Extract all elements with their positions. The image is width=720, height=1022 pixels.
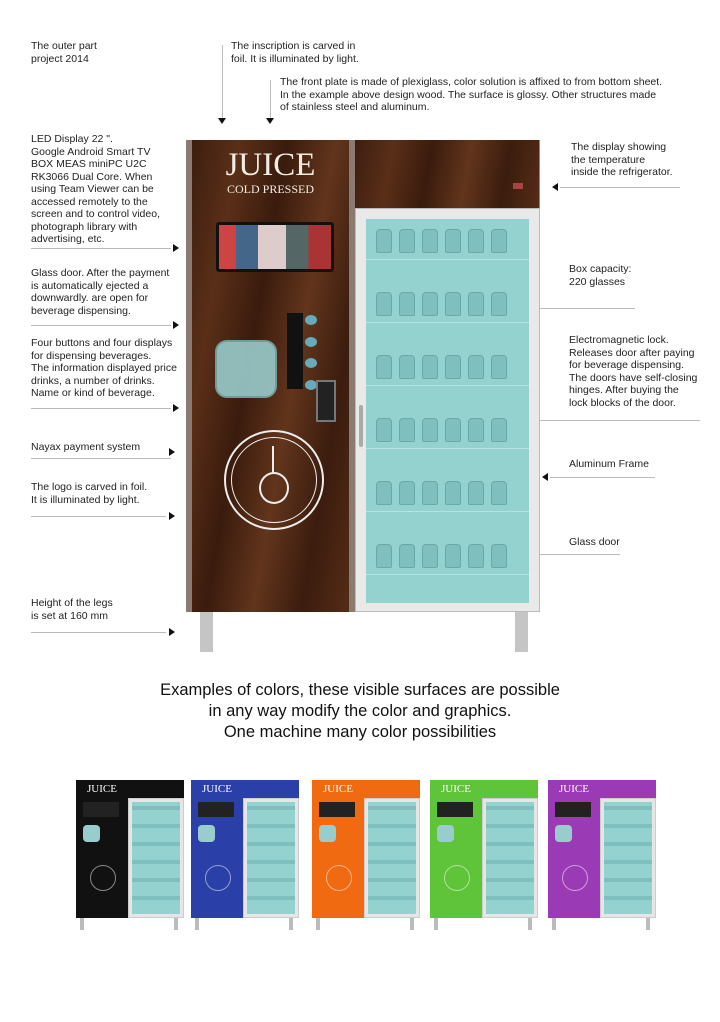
bottle bbox=[468, 481, 484, 505]
bottle bbox=[491, 418, 507, 442]
beverage-button[interactable] bbox=[305, 315, 317, 325]
bottle bbox=[422, 544, 438, 568]
caption-line: Examples of colors, these visible surfaces are possible bbox=[160, 681, 560, 699]
color-variant-blue bbox=[191, 780, 299, 930]
bottle bbox=[376, 418, 392, 442]
mini-brand: JUICE bbox=[323, 783, 353, 795]
arrow-icon bbox=[169, 448, 175, 456]
led-display bbox=[216, 222, 334, 272]
bottle bbox=[445, 229, 461, 253]
nayax-payment-terminal[interactable] bbox=[316, 380, 336, 422]
bottle bbox=[468, 292, 484, 316]
note-buttons: Four buttons and four displays for dispensing beverages. The information displayed price drinks, a number of drinks. Name or kind of beverage. bbox=[31, 337, 177, 399]
bottle bbox=[445, 292, 461, 316]
bottle bbox=[445, 355, 461, 379]
glass-door bbox=[366, 219, 529, 603]
arrow-icon bbox=[542, 473, 548, 481]
top-panel bbox=[355, 140, 540, 208]
arrow-icon bbox=[173, 404, 179, 412]
caption-line: in any way modify the color and graphics. bbox=[208, 702, 512, 720]
note-glass-door-dispense: Glass door. After the payment is automatically ejected a downwardly. are open for beverage dispensing. bbox=[31, 267, 170, 317]
bottle bbox=[376, 229, 392, 253]
bottle bbox=[422, 355, 438, 379]
bottle bbox=[468, 544, 484, 568]
shelf bbox=[366, 448, 529, 449]
shelf bbox=[366, 259, 529, 260]
refrigerator-door[interactable] bbox=[355, 208, 540, 612]
note-legs: Height of the legs is set at 160 mm bbox=[31, 597, 113, 622]
mini-brand: JUICE bbox=[441, 783, 471, 795]
bottle bbox=[445, 481, 461, 505]
bottle bbox=[422, 418, 438, 442]
note-lock: Electromagnetic lock. Releases door after paying for beverage dispensing. The doors have self-closing hinges. After buying the lock blocks of the door. bbox=[569, 334, 698, 409]
bottle bbox=[422, 229, 438, 253]
bottle bbox=[399, 544, 415, 568]
bottle bbox=[468, 229, 484, 253]
leg bbox=[515, 612, 528, 652]
arrow-icon bbox=[169, 512, 175, 520]
bottle bbox=[491, 229, 507, 253]
bottle bbox=[445, 544, 461, 568]
price-displays bbox=[287, 313, 303, 389]
bottle bbox=[399, 355, 415, 379]
bottle bbox=[491, 544, 507, 568]
bottle bbox=[399, 418, 415, 442]
shelf bbox=[366, 385, 529, 386]
leader-line bbox=[270, 80, 271, 118]
bottle bbox=[376, 355, 392, 379]
front-panel bbox=[186, 140, 355, 612]
shelf bbox=[366, 322, 529, 323]
beverage-button[interactable] bbox=[305, 337, 317, 347]
bottle bbox=[376, 481, 392, 505]
color-variant-green bbox=[430, 780, 538, 930]
bottle bbox=[422, 481, 438, 505]
bottle bbox=[422, 292, 438, 316]
bottle bbox=[491, 355, 507, 379]
caption-line: One machine many color possibilities bbox=[223, 723, 497, 741]
leg bbox=[200, 612, 213, 652]
door-handle[interactable] bbox=[359, 405, 363, 447]
bottle bbox=[399, 481, 415, 505]
arrow-icon bbox=[266, 118, 274, 124]
note-box-capacity: Box capacity: 220 glasses bbox=[569, 263, 632, 288]
arrow-icon bbox=[218, 118, 226, 124]
bottle bbox=[399, 292, 415, 316]
dispense-glass-door[interactable] bbox=[215, 340, 277, 398]
shelf bbox=[366, 574, 529, 575]
color-variant-black bbox=[76, 780, 184, 930]
mini-brand: JUICE bbox=[559, 783, 589, 795]
bottle bbox=[468, 418, 484, 442]
leader-line bbox=[222, 45, 223, 118]
beet-logo-icon bbox=[224, 430, 324, 530]
temperature-display bbox=[513, 183, 523, 189]
note-nayax: Nayax payment system bbox=[31, 441, 141, 453]
bottle bbox=[399, 229, 415, 253]
bottle bbox=[445, 418, 461, 442]
brand-title: JUICE bbox=[225, 147, 316, 183]
note-led-display: LED Display 22 ". Google Android Smart TV BOX MEAS miniPC U2C RK3066 Dual Core. When using Team Viewer can be accessed remotely to the screen and to control video, photograph library with advertising, etc. bbox=[31, 133, 160, 245]
color-variant-orange bbox=[312, 780, 420, 930]
brand-subtitle: COLD PRESSED bbox=[226, 182, 315, 196]
color-variant-purple bbox=[548, 780, 656, 930]
note-front-plate: The front plate is made of plexiglass, color solution is affixed to from bottom sheet. In the example above design wood. The surface is glossy. Other structures made of stainless steel and aluminum. bbox=[280, 76, 663, 113]
note-outer-part: The outer part project 2014 bbox=[31, 40, 97, 65]
mini-brand: JUICE bbox=[202, 783, 232, 795]
arrow-icon bbox=[169, 628, 175, 636]
bottle bbox=[376, 292, 392, 316]
note-frame: Aluminum Frame bbox=[569, 458, 649, 470]
arrow-icon bbox=[173, 321, 179, 329]
note-glass-door: Glass door bbox=[569, 536, 620, 548]
note-inscription: The inscription is carved in foil. It is illuminated by light. bbox=[231, 40, 359, 65]
bottle bbox=[491, 292, 507, 316]
arrow-icon bbox=[173, 244, 179, 252]
arrow-icon bbox=[552, 183, 558, 191]
note-temp-display: The display showing the temperature inside the refrigerator. bbox=[571, 141, 673, 178]
beverage-button[interactable] bbox=[305, 358, 317, 368]
beverage-buttons bbox=[305, 315, 317, 390]
bottle bbox=[468, 355, 484, 379]
bottle bbox=[376, 544, 392, 568]
vending-machine bbox=[186, 140, 540, 612]
note-logo: The logo is carved in foil. It is illuminated by light. bbox=[31, 481, 148, 506]
mini-brand: JUICE bbox=[87, 783, 117, 795]
bottle bbox=[491, 481, 507, 505]
shelf bbox=[366, 511, 529, 512]
